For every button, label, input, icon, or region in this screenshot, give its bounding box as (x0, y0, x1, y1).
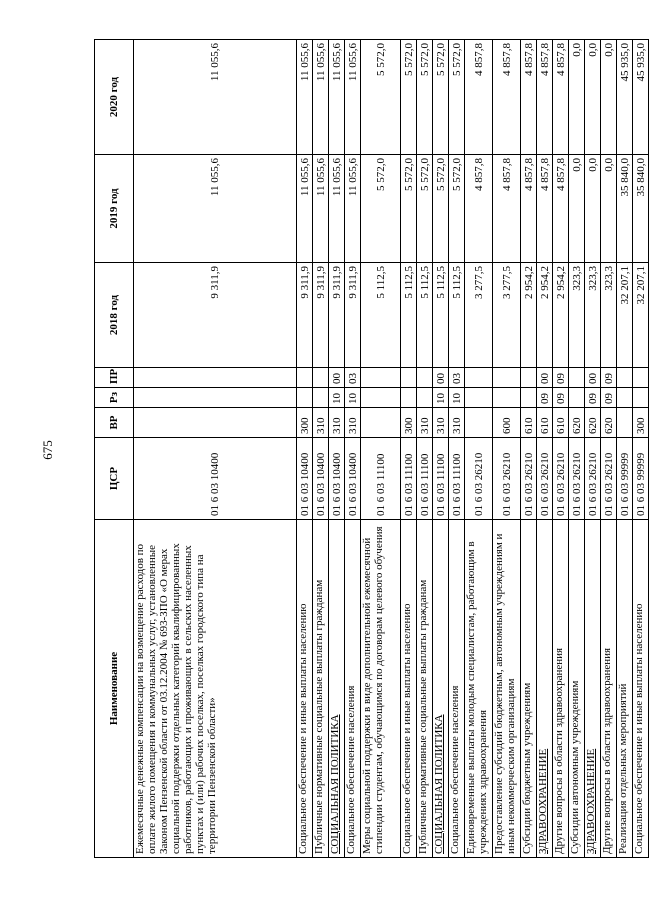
cell-2019: 4 857,8 (537, 155, 553, 263)
cell-pr: 03 (345, 368, 361, 388)
cell-2018: 5 112,5 (449, 263, 465, 368)
cell-csr: 01 6 03 11100 (401, 438, 417, 520)
cell-2020: 5 572,0 (417, 40, 433, 155)
cell-2020: 4 857,8 (493, 40, 521, 155)
table-row (401, 40, 417, 858)
cell-csr: 01 6 03 11100 (433, 438, 449, 520)
cell-vr: 610 (553, 408, 569, 438)
cell-vr: 620 (601, 408, 617, 438)
cell-2020: 5 572,0 (449, 40, 465, 155)
cell-name: Социальное обеспечение и иные выплаты населению (297, 520, 313, 858)
cell-csr: 01 6 03 10400 (313, 438, 329, 520)
cell-2019: 0,0 (569, 155, 585, 263)
cell-vr: 610 (537, 408, 553, 438)
cell-vr (361, 408, 401, 438)
table-row (537, 40, 553, 858)
cell-name: Ежемесячные денежные компенсации на возмещение расходов по оплате жилого помещения и коммунальных услуг, установленные Законом Пензенской области от 03.12.2004 № 693-ЗПО «О мерах социальной поддержки отдельных категорий квалифицированных работников, работающих и проживающих в сельских населенных пунктах и (или) рабочих поселках, поселках городского типа на территории Пензенской области» (134, 520, 297, 858)
header-2020: 2020 год (95, 40, 134, 155)
table-row (465, 40, 493, 858)
table-row (345, 40, 361, 858)
table-row (361, 40, 401, 858)
cell-vr: 620 (569, 408, 585, 438)
cell-2018: 3 277,5 (493, 263, 521, 368)
cell-pr (134, 368, 297, 388)
cell-rz (417, 388, 433, 408)
cell-name: Субсидии автономным учреждениям (569, 520, 585, 858)
cell-name: Социальное обеспечение населения (449, 520, 465, 858)
cell-name: Предоставление субсидий бюджетным, автономным учреждениям и иным некоммерческим организациям (493, 520, 521, 858)
table-row (633, 40, 649, 858)
cell-2020: 11 055,6 (297, 40, 313, 155)
cell-pr: 03 (449, 368, 465, 388)
cell-pr (569, 368, 585, 388)
table-row (297, 40, 313, 858)
table-row (449, 40, 465, 858)
cell-2020: 5 572,0 (433, 40, 449, 155)
cell-name: ЗДРАВООХРАНЕНИЕ (585, 520, 601, 858)
cell-pr (297, 368, 313, 388)
cell-pr (313, 368, 329, 388)
cell-rz (361, 388, 401, 408)
cell-rz (465, 388, 493, 408)
cell-name: Публичные нормативные социальные выплаты гражданам (417, 520, 433, 858)
cell-rz: 10 (329, 388, 345, 408)
cell-2020: 5 572,0 (401, 40, 417, 155)
cell-pr (465, 368, 493, 388)
cell-name: Социальное обеспечение и иные выплаты населению (401, 520, 417, 858)
table-header-row (95, 40, 134, 858)
cell-2019: 11 055,6 (297, 155, 313, 263)
header-2019: 2019 год (95, 155, 134, 263)
cell-pr: 00 (329, 368, 345, 388)
table-row (601, 40, 617, 858)
header-rz: Рз (95, 388, 134, 408)
cell-2018: 5 112,5 (417, 263, 433, 368)
header-2018: 2018 год (95, 263, 134, 368)
cell-rz: 10 (433, 388, 449, 408)
cell-2019: 11 055,6 (329, 155, 345, 263)
cell-name: СОЦИАЛЬНАЯ ПОЛИТИКА (329, 520, 345, 858)
header-csr: ЦСР (95, 438, 134, 520)
cell-rz (521, 388, 537, 408)
cell-2018: 2 954,2 (521, 263, 537, 368)
cell-2018: 9 311,9 (134, 263, 297, 368)
cell-rz: 09 (585, 388, 601, 408)
cell-vr (465, 408, 493, 438)
table-row (493, 40, 521, 858)
cell-2018: 323,3 (585, 263, 601, 368)
table-row (329, 40, 345, 858)
cell-name: Реализация отдельных мероприятий (617, 520, 633, 858)
cell-name: Меры социальной поддержки в виде дополнительной ежемесячной стипендии студентам, обучающимся по договорам целевого обучения (361, 520, 401, 858)
cell-2018: 9 311,9 (329, 263, 345, 368)
cell-csr: 01 6 03 11100 (449, 438, 465, 520)
cell-csr: 01 6 03 26210 (553, 438, 569, 520)
cell-pr (493, 368, 521, 388)
cell-2020: 0,0 (569, 40, 585, 155)
cell-rz (493, 388, 521, 408)
cell-2018: 9 311,9 (313, 263, 329, 368)
cell-pr (633, 368, 649, 388)
table-row (134, 40, 297, 858)
cell-csr: 01 6 03 11100 (361, 438, 401, 520)
cell-2020: 4 857,8 (465, 40, 493, 155)
cell-csr: 01 6 03 10400 (297, 438, 313, 520)
cell-2020: 4 857,8 (553, 40, 569, 155)
cell-2020: 0,0 (601, 40, 617, 155)
cell-pr: 00 (537, 368, 553, 388)
cell-name: Социальное обеспечение населения (345, 520, 361, 858)
cell-2020: 11 055,6 (313, 40, 329, 155)
table-row (569, 40, 585, 858)
cell-vr: 610 (521, 408, 537, 438)
cell-2020: 11 055,6 (345, 40, 361, 155)
cell-csr: 01 6 03 26210 (601, 438, 617, 520)
cell-2019: 35 840,0 (633, 155, 649, 263)
cell-2020: 45 935,0 (633, 40, 649, 155)
cell-2019: 0,0 (585, 155, 601, 263)
cell-rz (633, 388, 649, 408)
cell-rz (313, 388, 329, 408)
cell-csr: 01 6 03 10400 (134, 438, 297, 520)
cell-csr: 01 6 03 26210 (537, 438, 553, 520)
cell-2018: 32 207,1 (633, 263, 649, 368)
cell-vr: 310 (433, 408, 449, 438)
cell-name: Публичные нормативные социальные выплаты гражданам (313, 520, 329, 858)
cell-2020: 11 055,6 (329, 40, 345, 155)
table-row (521, 40, 537, 858)
cell-csr: 01 6 03 11100 (417, 438, 433, 520)
cell-2018: 5 112,5 (401, 263, 417, 368)
cell-2019: 11 055,6 (313, 155, 329, 263)
table-row (553, 40, 569, 858)
table-row (617, 40, 633, 858)
cell-pr (417, 368, 433, 388)
cell-vr: 600 (493, 408, 521, 438)
cell-rz: 09 (537, 388, 553, 408)
cell-name: Другие вопросы в области здравоохранения (601, 520, 617, 858)
cell-csr: 01 6 03 10400 (345, 438, 361, 520)
cell-vr: 300 (297, 408, 313, 438)
cell-pr: 09 (553, 368, 569, 388)
cell-rz (134, 388, 297, 408)
cell-2018: 2 954,2 (553, 263, 569, 368)
cell-2019: 11 055,6 (345, 155, 361, 263)
cell-2019: 4 857,8 (465, 155, 493, 263)
cell-rz (401, 388, 417, 408)
cell-csr: 01 6 03 26210 (493, 438, 521, 520)
cell-2019: 11 055,6 (134, 155, 297, 263)
cell-csr: 01 6 03 26210 (585, 438, 601, 520)
cell-2018: 5 112,5 (361, 263, 401, 368)
cell-vr: 300 (401, 408, 417, 438)
cell-csr: 01 6 03 99999 (617, 438, 633, 520)
cell-2019: 5 572,0 (449, 155, 465, 263)
cell-pr: 09 (601, 368, 617, 388)
header-name: Наименование (95, 520, 134, 858)
table-row (313, 40, 329, 858)
cell-2019: 5 572,0 (361, 155, 401, 263)
cell-pr (617, 368, 633, 388)
cell-vr: 310 (345, 408, 361, 438)
cell-vr: 310 (329, 408, 345, 438)
cell-2018: 32 207,1 (617, 263, 633, 368)
header-pr: ПР (95, 368, 134, 388)
cell-csr: 01 6 03 99999 (633, 438, 649, 520)
cell-csr: 01 6 03 26210 (465, 438, 493, 520)
cell-2018: 3 277,5 (465, 263, 493, 368)
cell-csr: 01 6 03 26210 (569, 438, 585, 520)
header-vr: ВР (95, 408, 134, 438)
rotated-page-content (94, 40, 647, 858)
cell-rz: 09 (553, 388, 569, 408)
cell-vr (134, 408, 297, 438)
table-row (585, 40, 601, 858)
budget-table (94, 39, 649, 858)
cell-name: СОЦИАЛЬНАЯ ПОЛИТИКА (433, 520, 449, 858)
cell-name: Другие вопросы в области здравоохранения (553, 520, 569, 858)
cell-2019: 35 840,0 (617, 155, 633, 263)
cell-2020: 4 857,8 (537, 40, 553, 155)
cell-2019: 5 572,0 (433, 155, 449, 263)
page-number: 675 (40, 440, 55, 460)
cell-vr: 620 (585, 408, 601, 438)
table-row (417, 40, 433, 858)
cell-rz (569, 388, 585, 408)
cell-2019: 4 857,8 (553, 155, 569, 263)
cell-name: Субсидии бюджетным учреждениям (521, 520, 537, 858)
cell-rz: 09 (601, 388, 617, 408)
cell-2019: 0,0 (601, 155, 617, 263)
cell-pr (521, 368, 537, 388)
cell-2020: 0,0 (585, 40, 601, 155)
cell-2020: 11 055,6 (134, 40, 297, 155)
cell-2019: 4 857,8 (493, 155, 521, 263)
cell-pr (401, 368, 417, 388)
cell-2018: 5 112,5 (433, 263, 449, 368)
cell-rz: 10 (449, 388, 465, 408)
table-row (433, 40, 449, 858)
cell-2020: 45 935,0 (617, 40, 633, 155)
cell-2018: 323,3 (569, 263, 585, 368)
cell-pr: 00 (585, 368, 601, 388)
cell-name: ЗДРАВООХРАНЕНИЕ (537, 520, 553, 858)
cell-2020: 4 857,8 (521, 40, 537, 155)
cell-vr: 310 (313, 408, 329, 438)
cell-pr: 00 (433, 368, 449, 388)
cell-csr: 01 6 03 10400 (329, 438, 345, 520)
cell-rz: 10 (345, 388, 361, 408)
cell-2019: 5 572,0 (401, 155, 417, 263)
cell-vr: 310 (449, 408, 465, 438)
cell-vr: 310 (417, 408, 433, 438)
cell-2020: 5 572,0 (361, 40, 401, 155)
cell-2019: 5 572,0 (417, 155, 433, 263)
cell-vr (617, 408, 633, 438)
cell-name: Социальное обеспечение и иные выплаты населению (633, 520, 649, 858)
cell-csr: 01 6 03 26210 (521, 438, 537, 520)
cell-rz (297, 388, 313, 408)
cell-vr: 300 (633, 408, 649, 438)
cell-pr (361, 368, 401, 388)
cell-name: Единовременные выплаты молодым специалистам, работающим в учреждениях здравоохранения (465, 520, 493, 858)
cell-2018: 9 311,9 (297, 263, 313, 368)
cell-2019: 4 857,8 (521, 155, 537, 263)
cell-2018: 2 954,2 (537, 263, 553, 368)
cell-2018: 9 311,9 (345, 263, 361, 368)
cell-rz (617, 388, 633, 408)
cell-2018: 323,3 (601, 263, 617, 368)
